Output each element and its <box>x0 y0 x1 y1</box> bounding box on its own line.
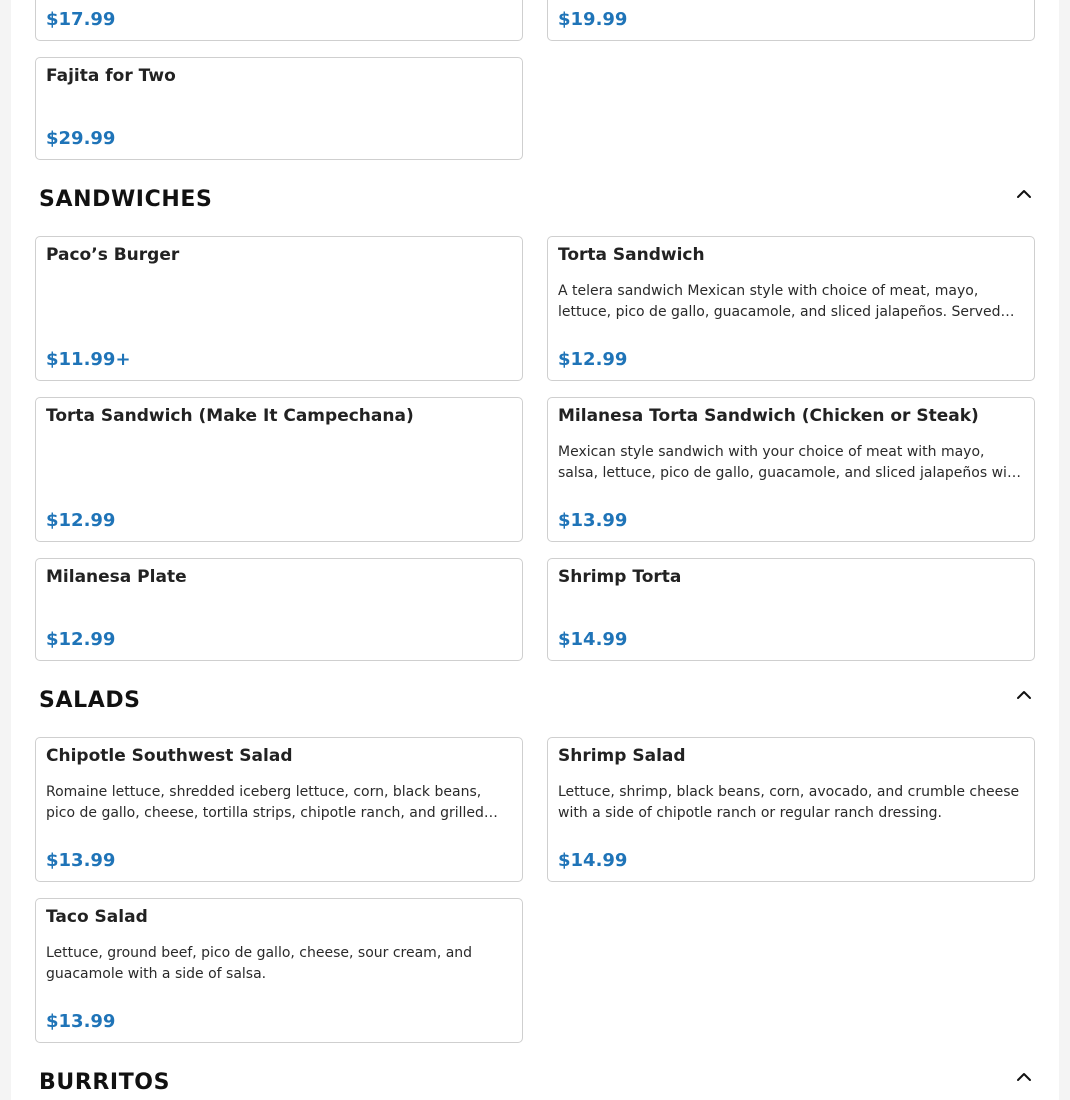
menu-item-card[interactable] <box>547 236 1035 381</box>
chevron-up-icon[interactable] <box>1015 686 1033 704</box>
menu-item-card[interactable] <box>547 737 1035 882</box>
menu-page <box>11 0 1059 1100</box>
item-price: $14.99 <box>558 850 628 871</box>
item-name: Torta Sandwich (Make It Campechana) <box>46 406 414 426</box>
item-price: $14.99 <box>558 629 628 650</box>
item-name: Milanesa Torta Sandwich (Chicken or Steak) <box>558 406 979 426</box>
chevron-up-icon[interactable] <box>1015 185 1033 203</box>
item-description: A telera sandwich Mexican style with choice of meat, mayo, lettuce, pico de gallo, guacamole, and sliced jalapeños. Served… <box>558 283 1015 320</box>
item-name: Paco’s Burger <box>46 245 180 265</box>
item-name: Torta Sandwich <box>558 245 705 265</box>
item-name: Shrimp Torta <box>558 567 682 587</box>
item-description: Romaine lettuce, shredded iceberg lettuce, corn, black beans, pico de gallo, cheese, tortilla strips, chipotle ranch, and grilled… <box>46 784 498 821</box>
menu-item-card[interactable] <box>35 0 523 41</box>
item-price: $12.99 <box>46 629 116 650</box>
menu-item-card[interactable] <box>547 558 1035 661</box>
item-name: Taco Salad <box>46 907 148 927</box>
item-price: $13.99 <box>558 510 628 531</box>
menu-item-card[interactable] <box>547 397 1035 542</box>
item-price: $12.99 <box>46 510 116 531</box>
section-title-salads: SALADS <box>39 688 141 713</box>
item-name: Chipotle Southwest Salad <box>46 746 293 766</box>
item-description: Mexican style sandwich with your choice of meat with mayo, salsa, lettuce, pico de gallo, guacamole, and sliced jalapeños wi… <box>558 444 1021 481</box>
menu-item-card[interactable] <box>35 558 523 661</box>
item-price: $13.99 <box>46 1011 116 1032</box>
menu-item-card[interactable] <box>35 397 523 542</box>
menu-item-card[interactable] <box>35 898 523 1043</box>
menu-item-card[interactable] <box>35 236 523 381</box>
item-price: $11.99+ <box>46 349 131 370</box>
item-name: Shrimp Salad <box>558 746 686 766</box>
section-title-sandwiches: SANDWICHES <box>39 187 213 212</box>
menu-item-card[interactable] <box>547 0 1035 41</box>
item-price: $12.99 <box>558 349 628 370</box>
chevron-up-icon[interactable] <box>1015 1068 1033 1086</box>
menu-item-card[interactable] <box>35 57 523 160</box>
item-description: Lettuce, ground beef, pico de gallo, cheese, sour cream, and guacamole with a side of salsa. <box>46 945 473 982</box>
section-title-burritos: BURRITOS <box>39 1070 171 1095</box>
item-name: Milanesa Plate <box>46 567 187 587</box>
item-price: $19.99 <box>558 9 628 30</box>
item-price: $13.99 <box>46 850 116 871</box>
item-description: Lettuce, shrimp, black beans, corn, avocado, and crumble cheese with a side of chipotle ranch or regular ranch dressing. <box>558 784 1020 821</box>
item-price: $29.99 <box>46 128 116 149</box>
item-name: Fajita for Two <box>46 66 176 86</box>
menu-item-card[interactable] <box>35 737 523 882</box>
item-price: $17.99 <box>46 9 116 30</box>
